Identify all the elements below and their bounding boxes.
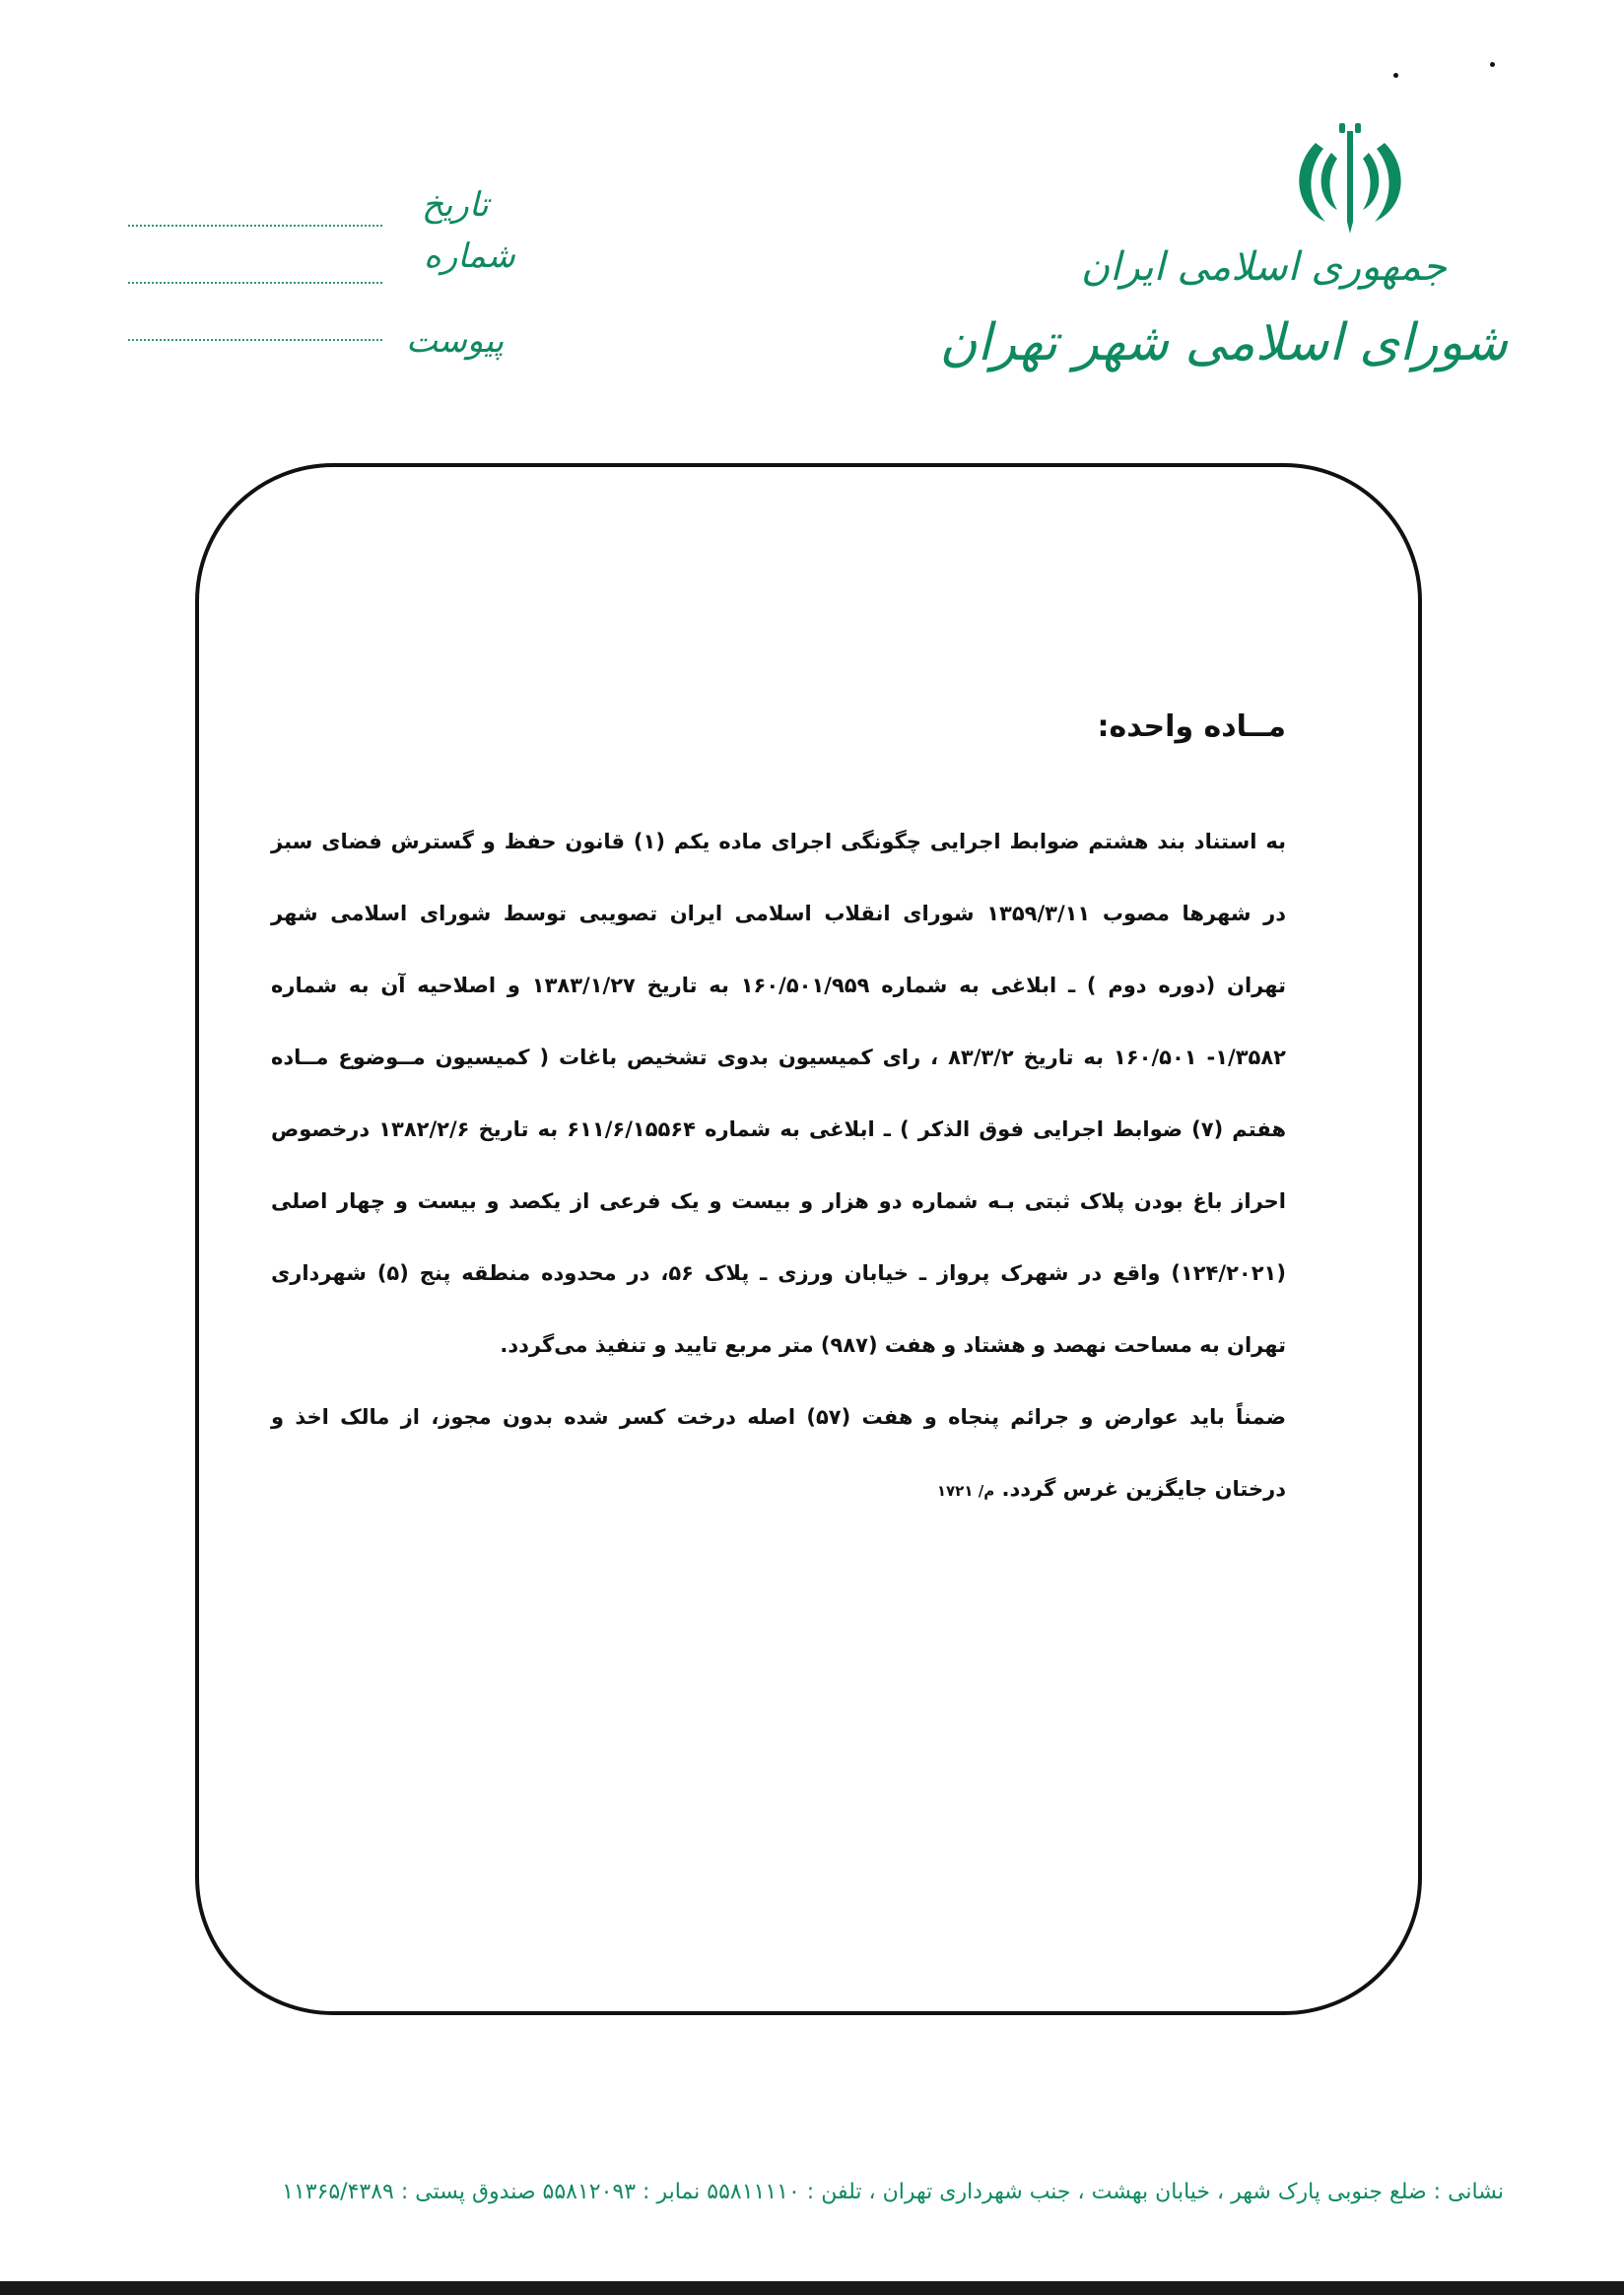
number-line	[128, 282, 382, 284]
attachment-field	[128, 302, 505, 361]
resolution-body	[271, 709, 1286, 1527]
attachment-line	[128, 339, 382, 341]
resolution-paragraph: به استناد بند هشتم ضوابط اجرایی چگونگی اجرای ماده یکم (۱) قانون حفظ و گسترش فضای سبز در شهرها مصوب ۱۳۵۹/۳/۱۱ شورای انقلاب اسلامی ایران تصویبی توسط شورای اسلامی شهر تهران (دوره دوم ) ـ ابلاغی به شماره ۱۶۰/۵۰۱/۹۵۹ به تاریخ ۱۳۸۳/۱/۲۷ و اصلاحیه آن به شماره ۱/۳۵۸۲- ۱۶۰/۵۰۱ به تاریخ ۸۳/۳/۲ ، رای کمیسیون بدوی تشخیص باغات ( کمیسیون مــوضوع مــاده هفتم (۷) ضوابط اجرایی فوق الذکر ) ـ ابلاغی به شماره ۶۱۱/۶/۱۵۵۶۴ به تاریخ ۱۳۸۲/۲/۶ درخصوص احراز باغ بودن پلاک ثبتی بـه شماره دو هزار و بیست و یک فرعی از یکصد و بیست و چهار اصلی (۱۲۴/۲۰۲۱) واقع در شهرک پرواز ـ خیابان ورزی ـ پلاک ۵۶، در محدوده منطقه پنج (۵) شهرداری تهران به مساحت نهصد و هشتاد و هفت (۹۸۷) متر مربع تایید و تنفیذ می‌گردد.	[271, 830, 1286, 1357]
republic-title: جمهوری اسلامی ایران	[1080, 244, 1447, 290]
date-line	[128, 225, 382, 227]
number-field	[128, 236, 515, 294]
article-heading: مــاده واحده:	[1097, 709, 1286, 744]
note-paragraph	[271, 1382, 1286, 1527]
date-label: تاریخ	[422, 185, 489, 225]
attachment-label: پیوست	[406, 321, 505, 361]
council-title: شورای اسلامی شهر تهران	[939, 313, 1508, 372]
date-field	[128, 187, 503, 236]
scan-mark	[1393, 73, 1398, 78]
footer-address: نشانی : ضلع جنوبی پارک شهر ، خیابان بهشت ، جنب شهرداری تهران ، تلفن : ۵۵۸۱۱۱۱۰ نمابر : ۵۵۸۱۲۰۹۳ صندوق پستی : ۱۱۳۶۵/۴۳۸۹	[282, 2180, 1504, 2204]
note-text: ضمناً باید عوارض و جرائم پنجاه و هفت (۵۷) اصله درخت کسر شده بدون مجوز، از مالک اخذ و درختان جایگزین غرس گردد.	[271, 1405, 1286, 1501]
scan-edge	[0, 2281, 1624, 2295]
number-label: شماره	[424, 236, 515, 276]
scan-mark	[1490, 62, 1495, 67]
iran-emblem-icon	[1286, 123, 1414, 236]
reference-code: م/ ۱۷۲۱	[936, 1482, 995, 1500]
